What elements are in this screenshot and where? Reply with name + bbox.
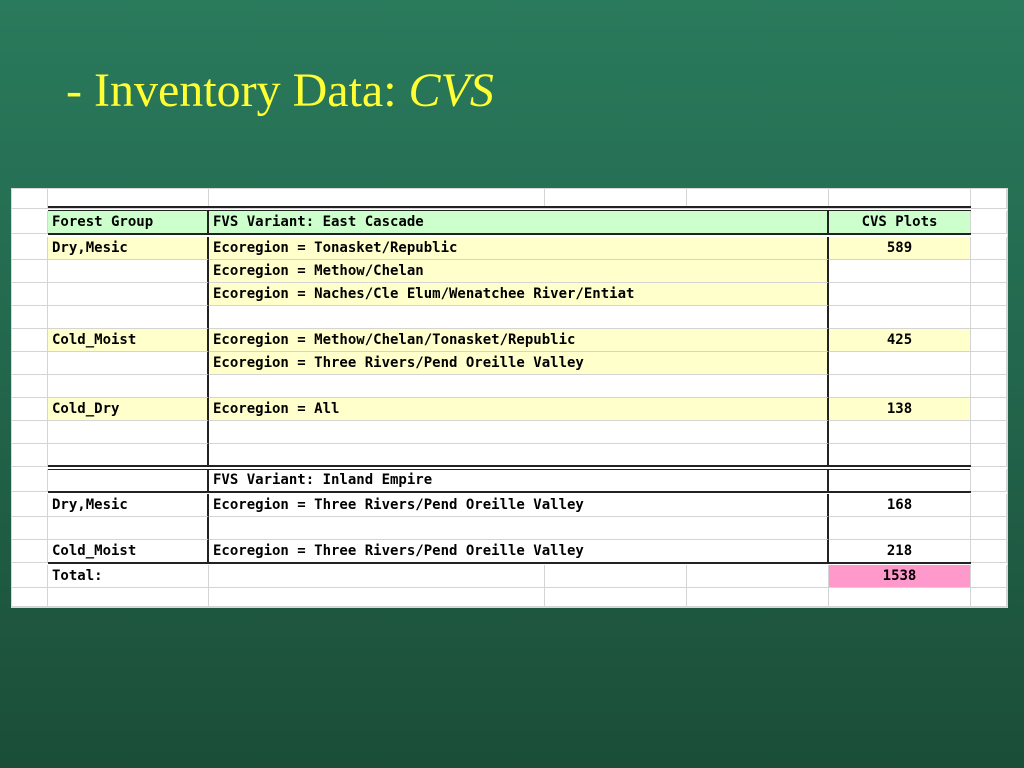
slide-title xyxy=(66,62,494,120)
blank-row xyxy=(12,306,1007,329)
cell-ecoregion[interactable]: Ecoregion = Three Rivers/Pend Oreille Valley xyxy=(209,352,829,375)
blank-row xyxy=(12,588,1007,607)
border xyxy=(48,562,971,564)
cell-plots[interactable]: 589 xyxy=(829,237,971,260)
cell-plots[interactable] xyxy=(829,260,971,283)
cell-ecoregion[interactable]: Ecoregion = Naches/Cle Elum/Wenatchee River/Entiat xyxy=(209,283,829,306)
title-prefix: - Inventory Data: xyxy=(66,64,409,117)
title-emphasis: CVS xyxy=(408,64,494,117)
border xyxy=(48,491,971,493)
cell-forest-group[interactable]: Cold_Moist xyxy=(48,540,209,563)
header-forest-group[interactable]: Forest Group xyxy=(48,211,209,234)
blank-row xyxy=(12,421,1007,444)
cell-ecoregion[interactable]: Ecoregion = Methow/Chelan/Tonasket/Republic xyxy=(209,329,829,352)
cell-plots[interactable] xyxy=(829,352,971,375)
table-row xyxy=(12,494,1007,517)
spreadsheet xyxy=(11,188,1008,608)
cell-forest-group[interactable]: Cold_Dry xyxy=(48,398,209,421)
table-row xyxy=(12,237,1007,260)
table-row xyxy=(12,540,1007,563)
blank-row xyxy=(12,375,1007,398)
table-row xyxy=(12,283,1007,306)
cell-plots[interactable]: 218 xyxy=(829,540,971,563)
cell-forest-group[interactable] xyxy=(48,352,209,375)
cell-forest-group[interactable]: Cold_Moist xyxy=(48,329,209,352)
header-cvs-plots[interactable]: CVS Plots xyxy=(829,211,971,234)
table-row xyxy=(12,398,1007,421)
cell-forest-group[interactable] xyxy=(48,283,209,306)
total-row xyxy=(12,565,1007,588)
cell-ecoregion[interactable]: Ecoregion = Methow/Chelan xyxy=(209,260,829,283)
variant-inland-empire[interactable]: FVS Variant: Inland Empire xyxy=(209,469,829,492)
cell-forest-group[interactable]: Dry,Mesic xyxy=(48,494,209,517)
header-row xyxy=(12,211,1007,234)
variant-row xyxy=(12,469,1007,492)
cell-ecoregion[interactable]: Ecoregion = Three Rivers/Pend Oreille Valley xyxy=(209,540,829,563)
cell-plots[interactable]: 168 xyxy=(829,494,971,517)
cell-forest-group[interactable]: Dry,Mesic xyxy=(48,237,209,260)
total-label[interactable]: Total: xyxy=(48,565,209,588)
header-variant[interactable]: FVS Variant: East Cascade xyxy=(209,211,829,234)
cell-ecoregion[interactable]: Ecoregion = Tonasket/Republic xyxy=(209,237,829,260)
cell-ecoregion[interactable]: Ecoregion = All xyxy=(209,398,829,421)
table-row xyxy=(12,260,1007,283)
cell-forest-group[interactable] xyxy=(48,260,209,283)
blank-row xyxy=(12,444,1007,467)
cell-ecoregion[interactable]: Ecoregion = Three Rivers/Pend Oreille Valley xyxy=(209,494,829,517)
cell-plots[interactable]: 425 xyxy=(829,329,971,352)
total-value[interactable]: 1538 xyxy=(829,565,971,588)
blank-row xyxy=(12,517,1007,540)
cell-plots[interactable] xyxy=(829,283,971,306)
table-row xyxy=(12,352,1007,375)
cell-plots[interactable]: 138 xyxy=(829,398,971,421)
table-row xyxy=(12,329,1007,352)
